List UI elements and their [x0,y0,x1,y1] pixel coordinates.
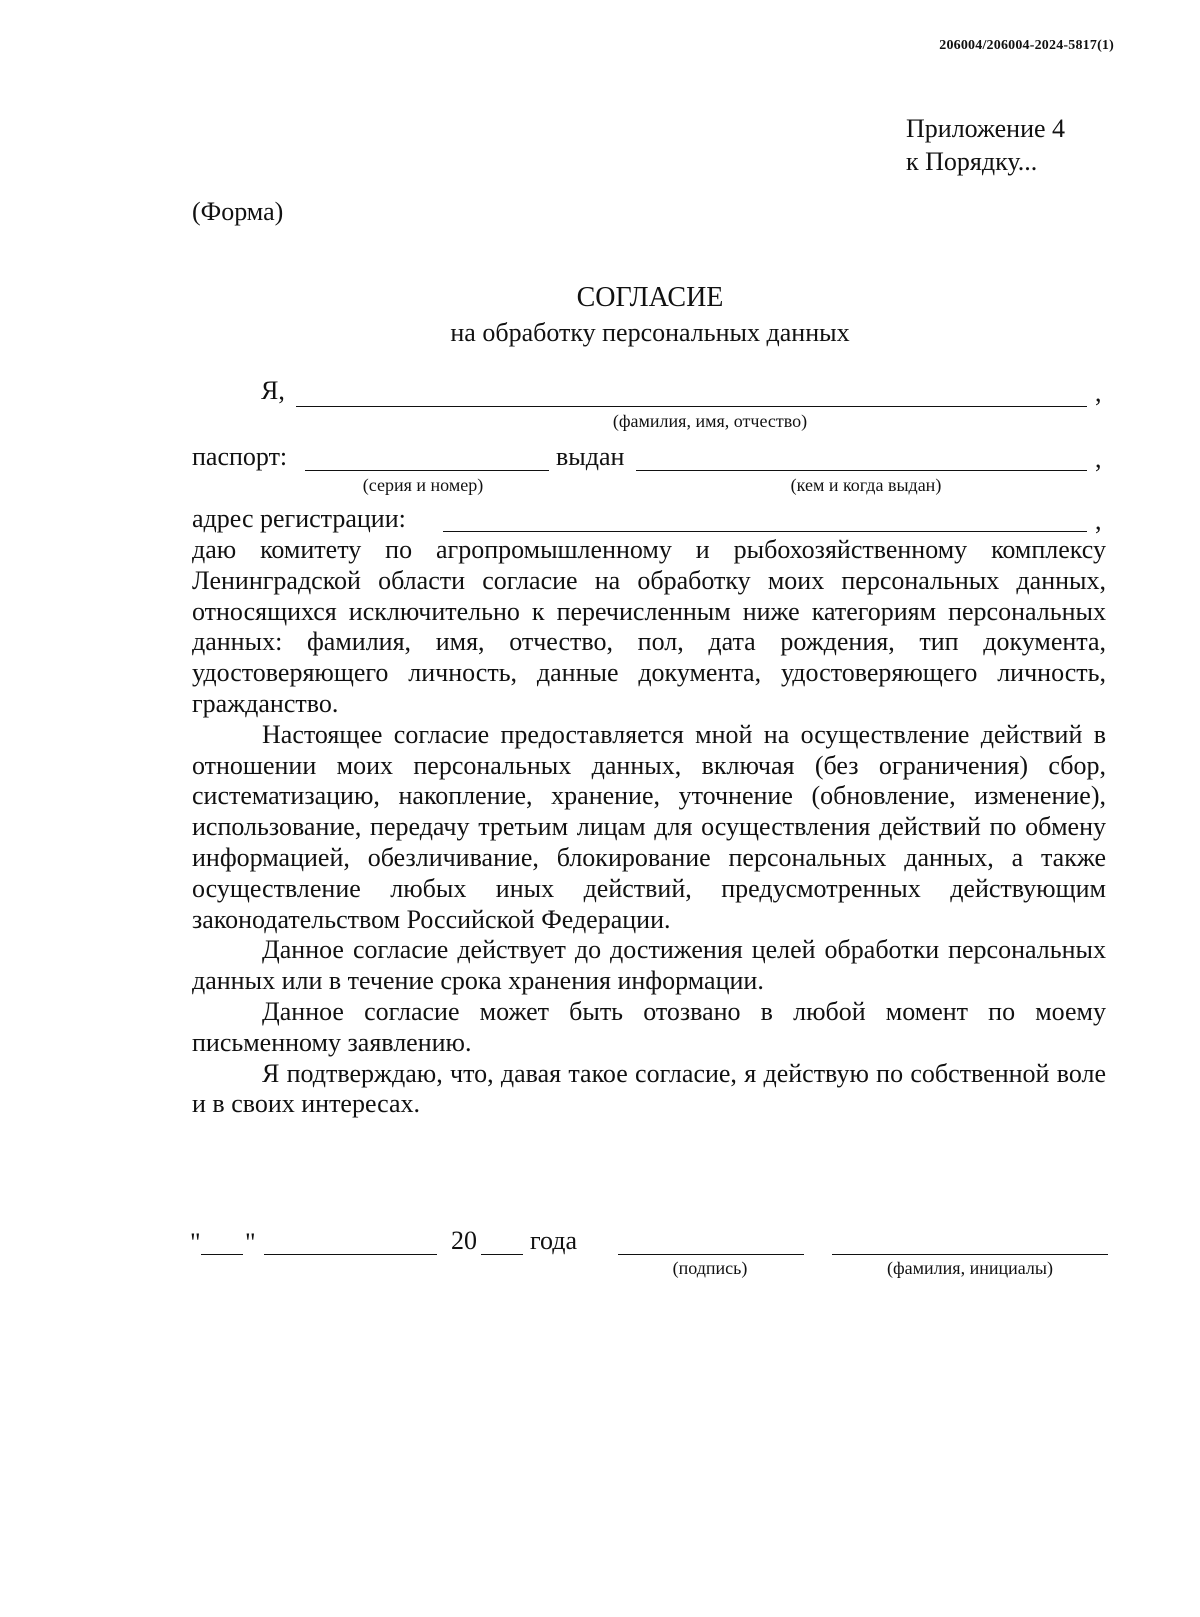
address-label: адрес регистрации: [192,504,406,533]
issued-comma: , [1095,444,1102,473]
form-label: (Форма) [192,197,284,226]
date-year-field-line[interactable] [481,1254,523,1255]
document-title: СОГЛАСИЕ [576,282,724,313]
signature-field-line[interactable] [618,1254,804,1255]
paragraph-confirmation: Я подтверждаю, что, давая такое согласие, я действую по собственной воле и в своих интересах. [192,1058,1106,1119]
date-quote-close: " [245,1228,256,1257]
name-initials-caption: (фамилия, инициалы) [887,1258,1053,1278]
passport-label: паспорт: [192,442,288,471]
passport-series-field-line[interactable] [305,470,549,471]
paragraph-consent-scope: даю комитету по агропромышленному и рыбохозяйственному комплексу Ленинградской области согласие на обработку моих персональных данных, относящихся исключительно к перечисленным ниже категориям персональных данных: фамилия, имя, отчество, пол, дата рождения, тип документа, удостоверяющего личность, данные документа, удостоверяющего личность, гражданство. [192,535,1106,718]
document-id: 206004/206004-2024-5817(1) [939,38,1114,53]
year-prefix: 20 [451,1226,477,1255]
address-comma: , [1095,506,1102,535]
paragraph-revocation: Данное согласие может быть отозвано в любой момент по моему письменному заявлению. [192,996,1106,1057]
year-word: года [530,1226,578,1255]
series-caption: (серия и номер) [362,475,484,495]
document-subtitle: на обработку персональных данных [450,318,850,347]
issued-label: выдан [556,442,625,471]
date-month-field-line[interactable] [264,1254,437,1255]
name-initials-field-line[interactable] [832,1254,1108,1255]
passport-issued-field-line[interactable] [636,470,1087,471]
appendix-line-1: Приложение 4 [906,114,1066,143]
paragraph-validity: Данное согласие действует до достижения целей обработки персональных данных или в течение срока хранения информации. [192,935,1106,996]
appendix-line-2: к Порядку... [906,147,1038,176]
fio-field-line[interactable] [296,406,1087,407]
date-quote-open: " [190,1228,201,1257]
fio-caption: (фамилия, имя, отчество) [612,411,808,431]
paragraph-processing-actions: Настоящее согласие предоставляется мной на осуществление действий в отношении моих персональных данных, включая (без ограничения) сбор, систематизацию, накопление, хранение, уточнение (обновление, изменение), использование, передачу третьим лицам для осуществления действий по обмену информацией, обезличивание, блокирование персональных данных, а также осуществление любых иных действий, предусмотренных действующим законодательством Российской Федерации. [192,719,1106,934]
ya-label: Я, [261,376,285,405]
date-day-field-line[interactable] [201,1254,243,1255]
signature-caption: (подпись) [672,1258,748,1278]
fio-comma: , [1095,378,1102,407]
appendix-reference [906,112,1065,178]
address-field-line[interactable] [443,531,1087,532]
consent-body [192,535,1106,1120]
issued-caption: (кем и когда выдан) [790,475,942,495]
